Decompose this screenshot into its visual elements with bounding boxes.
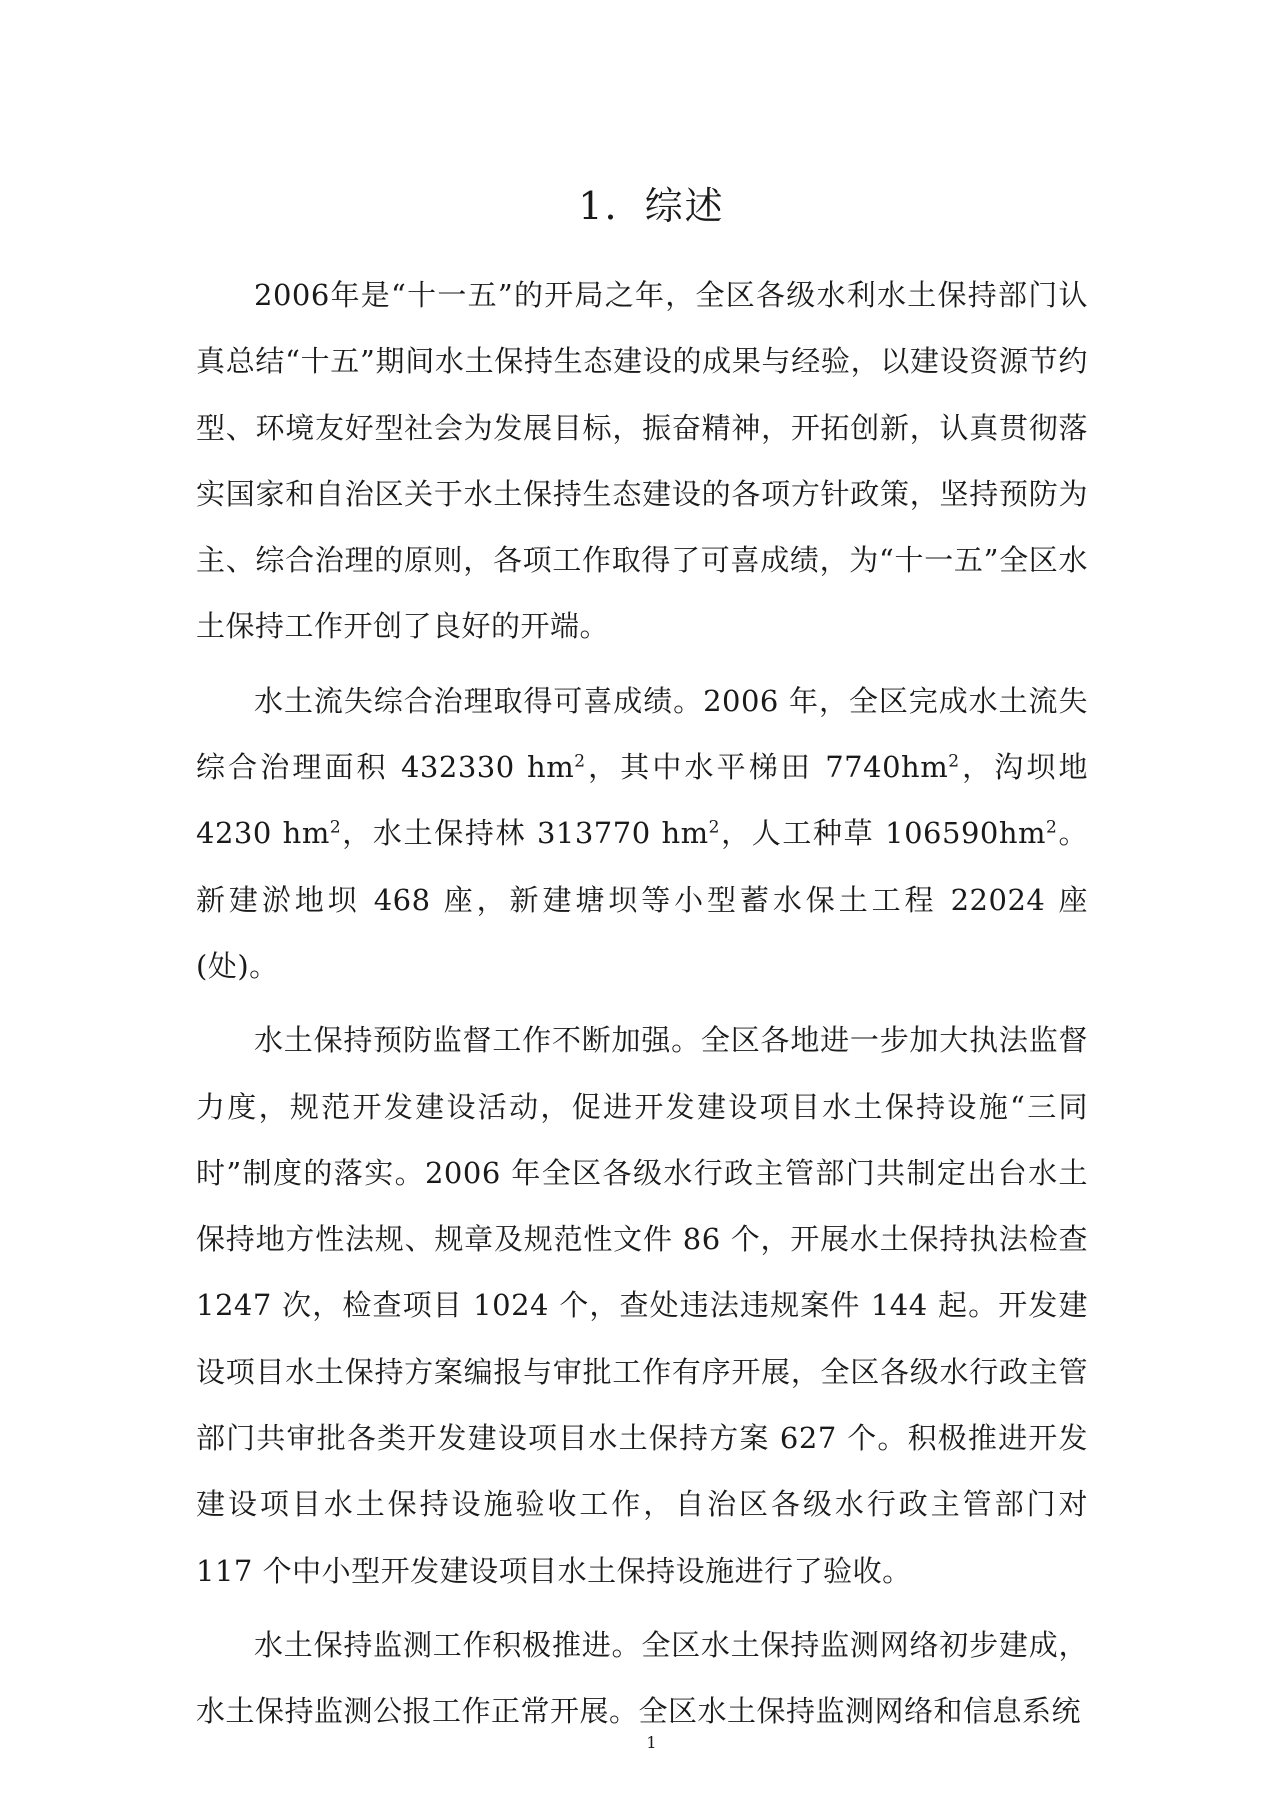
- p2-text-f: 。新建淤地坝 468 座，新建塘坝等小型蓄水保土工程 22024 座(处)。: [196, 816, 1088, 983]
- p2-text-d: ，水土保持林 313770 hm: [341, 816, 709, 851]
- p2-text-c: ，沟坝地 4230 hm: [196, 750, 1088, 851]
- p2-text-a: 水土流失综合治理取得可喜成绩。2006 年，全区完成水土流失综合治理面积 432330 hm: [196, 683, 1088, 785]
- section-title: 1．综述: [578, 184, 725, 228]
- paragraph-prevention-supervision: 水土保持预防监督工作不断加强。全区各地进一步加大执法监督力度，规范开发建设活动，促进开发建设项目水土保持设施“三同时”制度的落实。2006 年全区各级水行政主管部门共制定出台水土保持地方性法规、规章及规范性文件 86 个，开展水土保持执法检查 1247 次，检查项目 1024 个，查处违法违规案件 144 起。开发建设项目水土保持方案编报与审批工作有序开展，全区各级水行政主管部门共审批各类开发建设项目水土保持方案 627 个。积极推进开发建设项目水土保持设施验收工作，自治区各级水行政主管部门对 117 个中小型开发建设项目水土保持设施进行了验收。: [196, 1023, 1088, 1588]
- superscript-2: 2: [708, 817, 720, 838]
- superscript-2: 2: [1046, 817, 1058, 838]
- p2-text-b: ，其中水平梯田 7740hm: [585, 750, 949, 785]
- paragraph-comprehensive-control: [196, 668, 1088, 999]
- superscript-2: 2: [574, 751, 586, 772]
- paragraph-overview: 2006年是“十一五”的开局之年，全区各级水利水土保持部门认真总结“十五”期间水土保持生态建设的成果与经验，以建设资源节约型、环境友好型社会为发展目标，振奋精神，开拓创新，认真贯彻落实国家和自治区关于水土保持生态建设的各项方针政策，坚持预防为主、综合治理的原则，各项工作取得了可喜成绩，为“十一五”全区水土保持工作开创了良好的开端。: [196, 278, 1088, 644]
- superscript-2: 2: [329, 817, 342, 838]
- p2-text-e: ，人工种草 106590hm: [720, 816, 1047, 851]
- paragraph-monitoring: 水土保持监测工作积极推进。全区水土保持监测网络初步建成，水土保持监测公报工作正常开展。全区水土保持监测网络和信息系统: [196, 1627, 1088, 1729]
- superscript-2: 2: [948, 751, 960, 772]
- page-number: 1: [646, 1733, 657, 1752]
- body-text: [196, 262, 1088, 1753]
